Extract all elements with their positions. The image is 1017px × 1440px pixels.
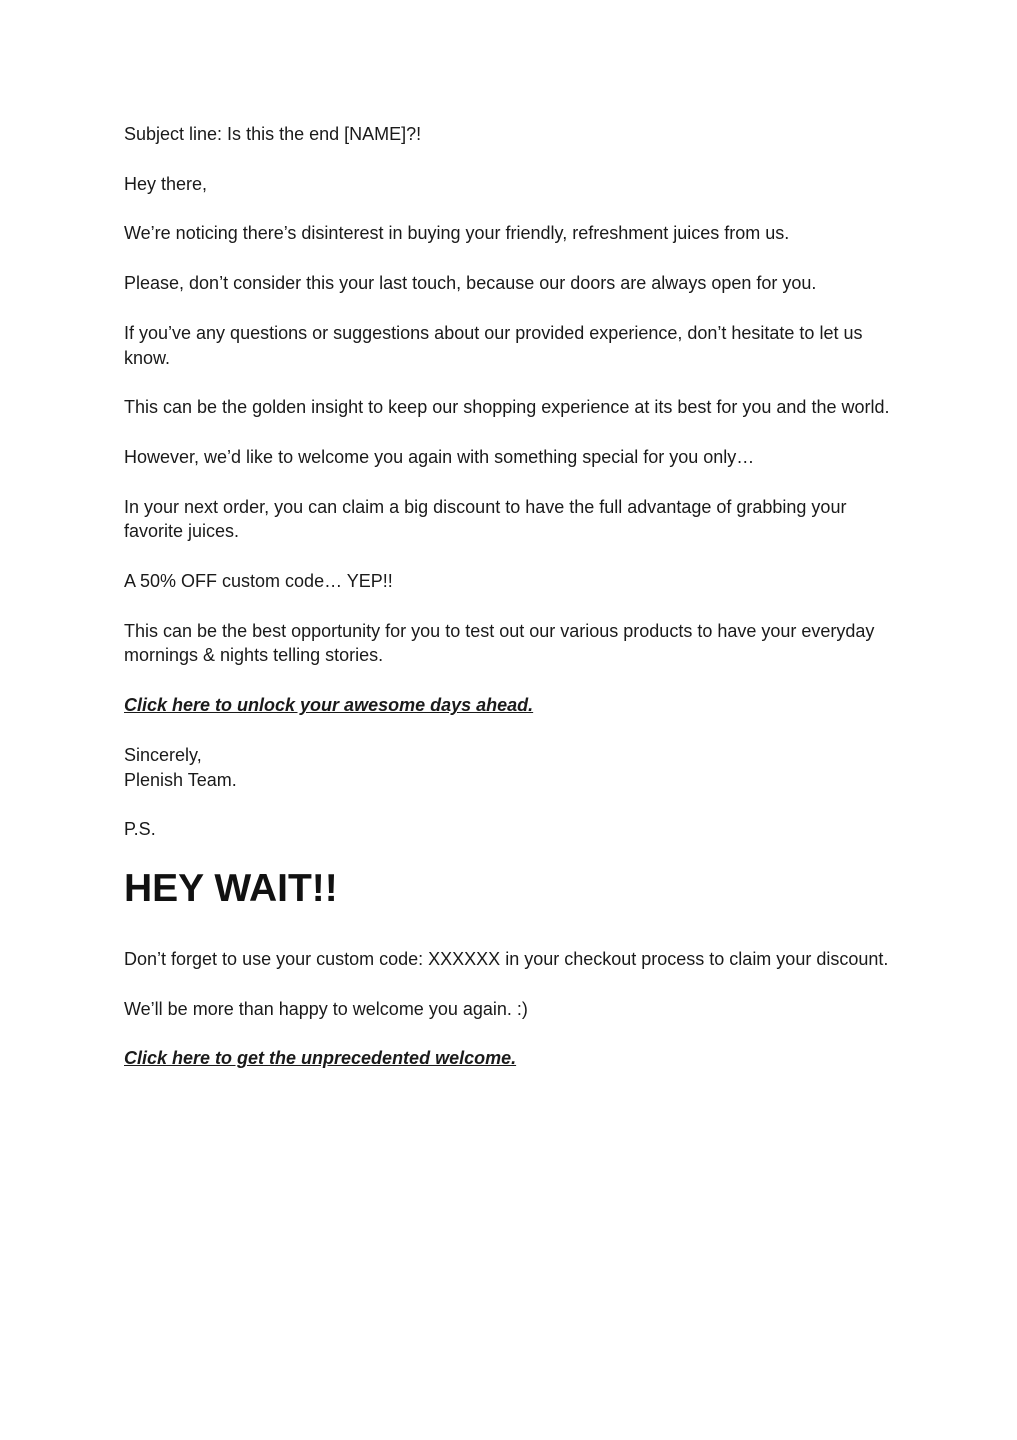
paragraph-offer: A 50% OFF custom code… YEP!! — [124, 571, 393, 592]
paragraph-welcome-again: However, we’d like to welcome you again with something special for you only… — [124, 446, 755, 467]
paragraph-golden-insight: This can be the golden insight to keep our shopping experience at its best for you and the world. — [124, 397, 890, 418]
cta-secondary-container — [124, 1046, 904, 1071]
paragraph-opportunity: This can be the best opportunity for you to test out our various products to have your everyday mornings & nights telling stories. — [124, 620, 875, 666]
ps-label: P.S. — [124, 819, 156, 840]
paragraph-questions: If you’ve any questions or suggestions about our provided experience, don’t hesitate to let us know. — [124, 322, 863, 368]
ps-paragraph-custom-code: Don’t forget to use your custom code: XXXXXX in your checkout process to claim your discount. — [124, 948, 889, 969]
signature: Plenish Team. — [124, 769, 237, 790]
ps-paragraph-happy: We’ll be more than happy to welcome you again. :) — [124, 998, 528, 1019]
greeting: Hey there, — [124, 173, 208, 194]
cta-secondary-link[interactable]: Click here to get the unprecedented welcome. — [124, 1048, 517, 1069]
email-body — [124, 122, 904, 1096]
ps-headline: HEY WAIT!! — [124, 866, 338, 910]
signoff: Sincerely, — [124, 744, 202, 765]
cta-primary-link[interactable]: Click here to unlock your awesome days ahead. — [124, 695, 534, 716]
cta-primary-container — [124, 693, 904, 718]
paragraph-doors-open: Please, don’t consider this your last touch, because our doors are always open for you. — [124, 273, 817, 294]
paragraph-discount: In your next order, you can claim a big discount to have the full advantage of grabbing your favorite juices. — [124, 496, 847, 542]
paragraph-disinterest: We’re noticing there’s disinterest in buying your friendly, refreshment juices from us. — [124, 223, 790, 244]
subject-line: Subject line: Is this the end [NAME]?! — [124, 124, 422, 144]
